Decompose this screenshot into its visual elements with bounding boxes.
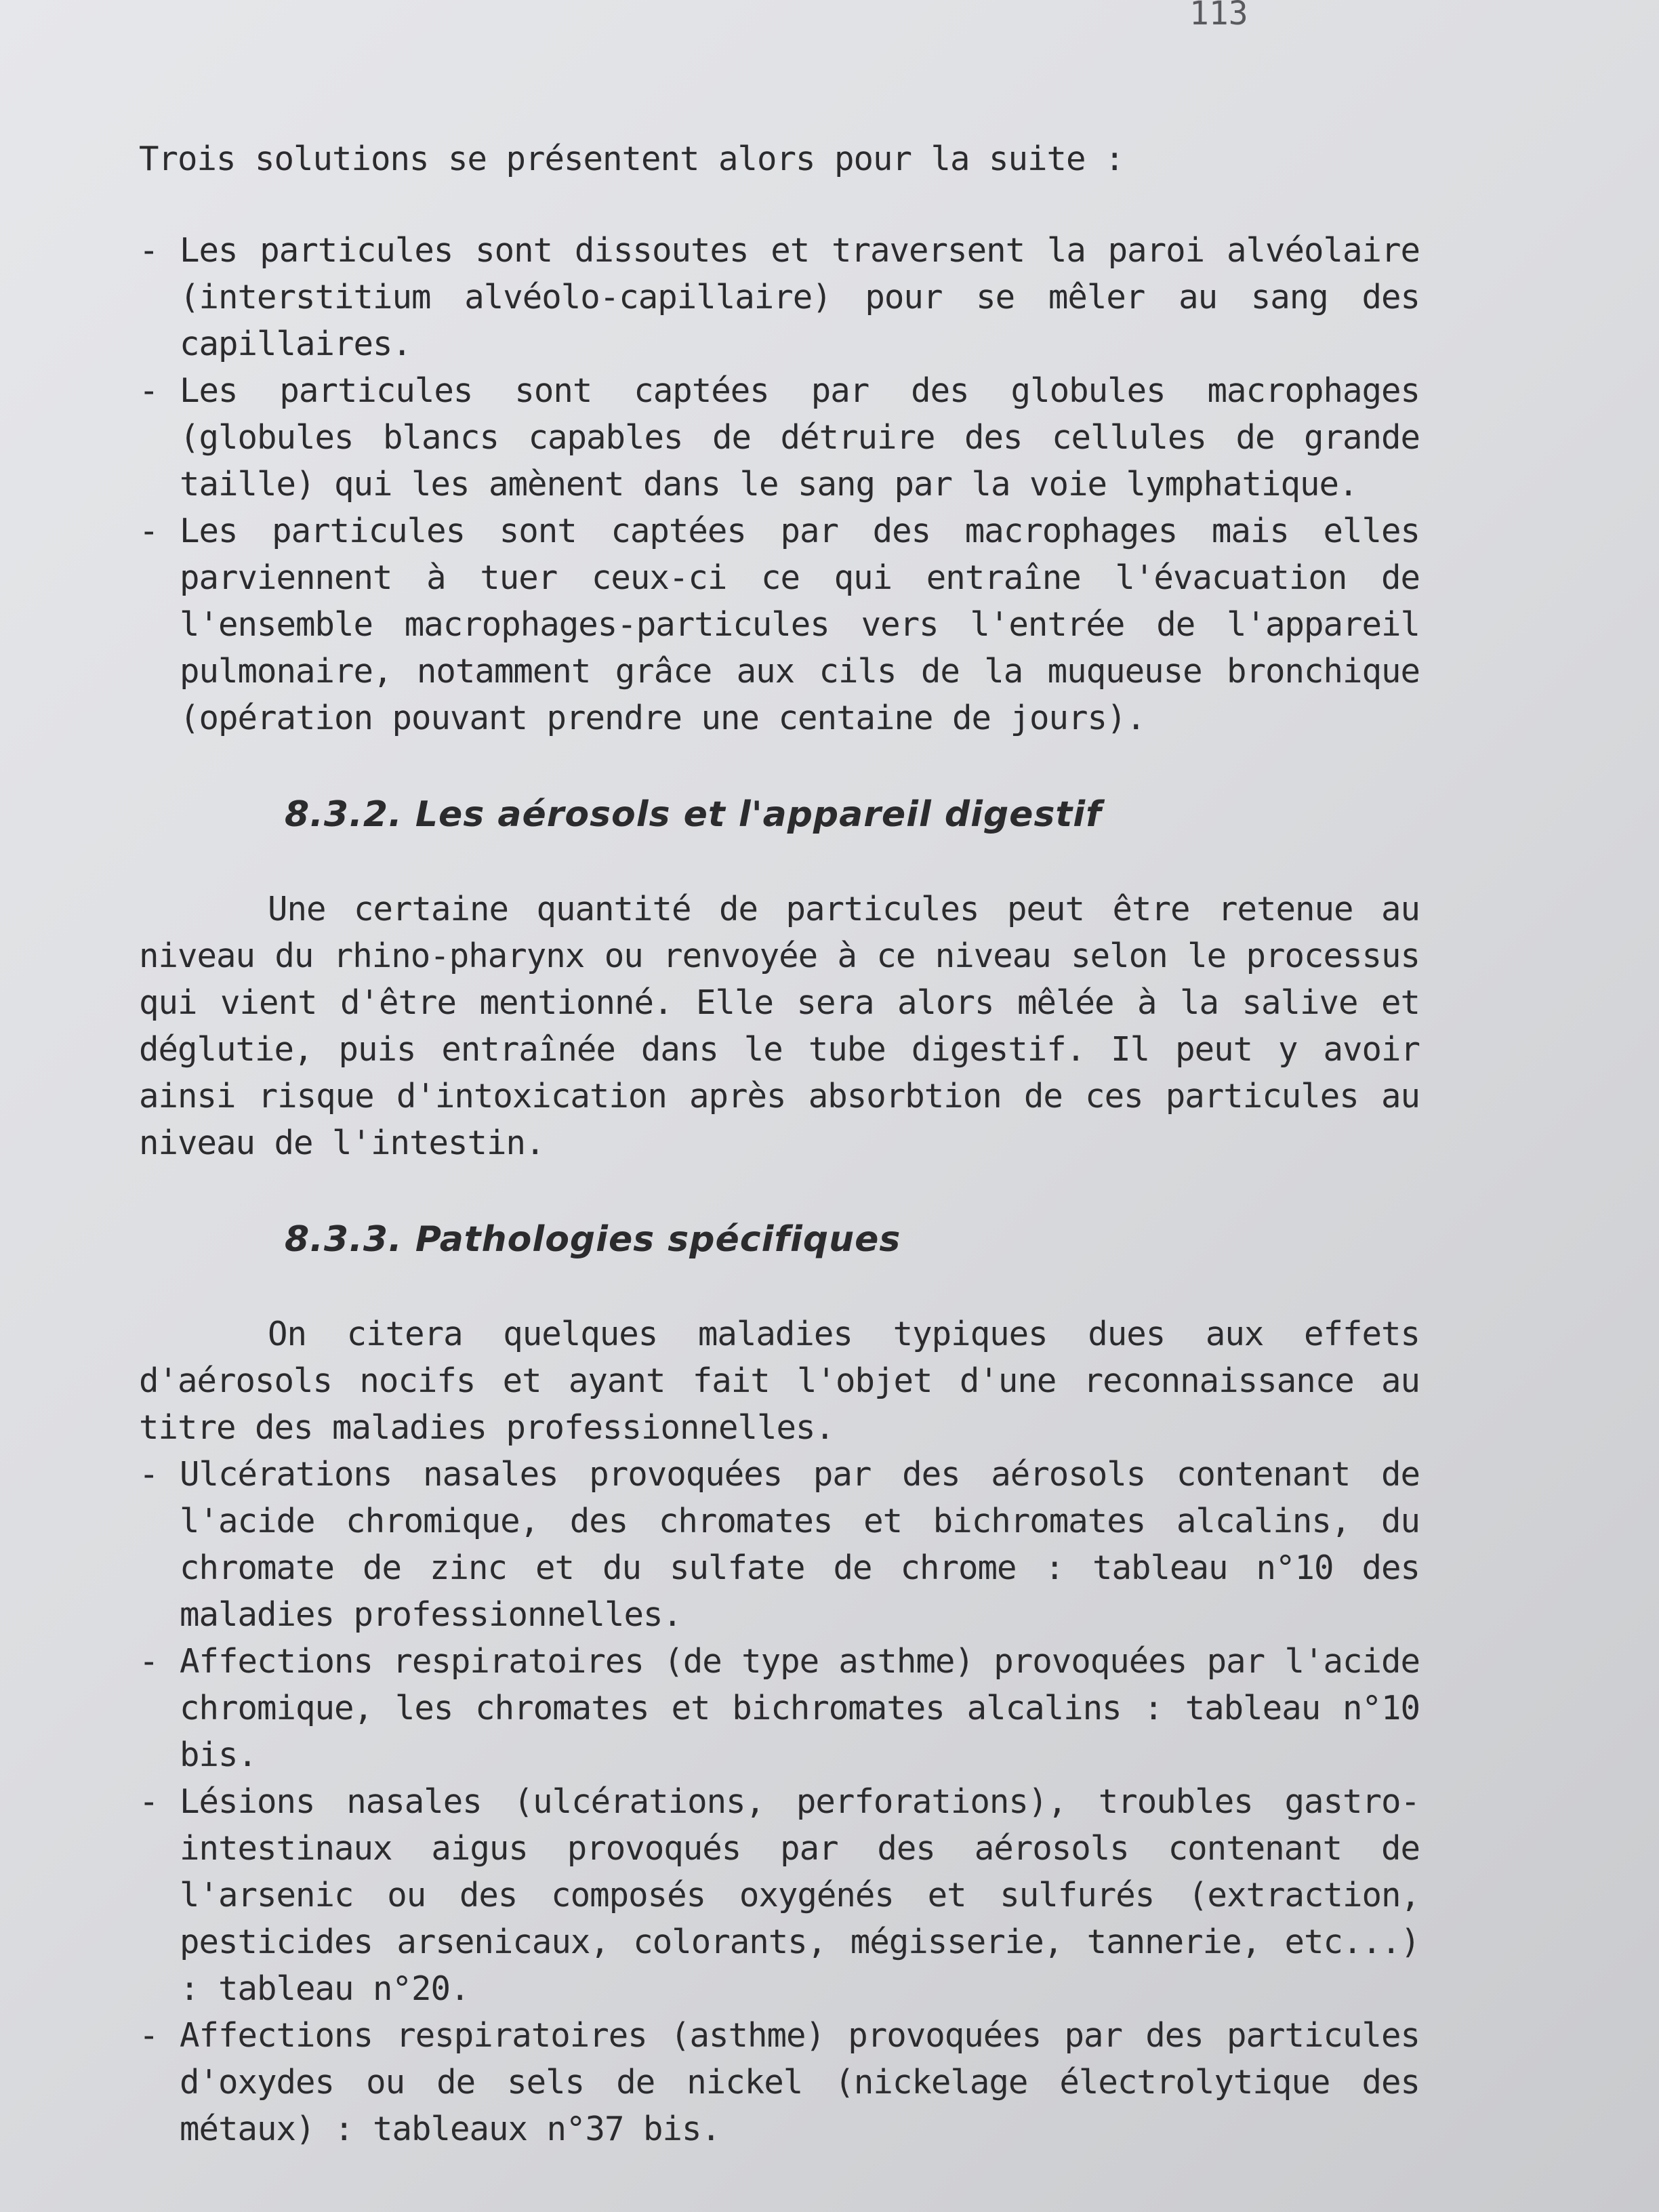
section-heading-8-3-2: 8.3.2. Les aérosols et l'appareil digestif (285, 794, 1102, 835)
list-item: - Affections respiratoires (asthme) provoquées par des particules d'oxydes ou de sels de nickel (nickelage électrolytique des métaux) : tableaux n°37 bis. (139, 2012, 1420, 2152)
list-item: - Affections respiratoires (de type asthme) provoquées par l'acide chromique, les chromates et bichromates alcalins : tableau n°10 bis. (139, 1638, 1420, 1778)
solutions-list (139, 227, 1420, 741)
list-item: - Lésions nasales (ulcérations, perforations), troubles gastro-intestinaux aigus provoqués par des aérosols contenant de l'arsenic ou des composés oxygénés et sulfurés (extraction, pesticides arsenicaux, colorants, mégisserie, tannerie, etc...) : tableau n°20. (139, 1778, 1420, 2012)
list-item: - Les particules sont dissoutes et traversent la paroi alvéolaire (interstitium alvéolo-capillaire) pour se mêler au sang des capillaires. (139, 227, 1420, 367)
intro-lead: Trois solutions se présentent alors pour la suite : (139, 140, 1124, 178)
section-8-3-2-paragraph: Une certaine quantité de particules peut être retenue au niveau du rhino-pharynx ou renvoyée à ce niveau selon le processus qui vient d'être mentionné. Elle sera alors mêlée à la salive et déglutie, puis entraînée dans le tube digestif. Il peut y avoir ainsi risque d'intoxication après absorbtion de ces particules au niveau de l'intestin. (139, 890, 1420, 1162)
page-content (139, 136, 1420, 2152)
section-8-3-3-paragraph: On citera quelques maladies typiques dues aux effets d'aérosols nocifs et ayant fait l'objet d'une reconnaissance au titre des maladies professionnelles. (139, 1315, 1420, 1447)
list-item: - Les particules sont captées par des macrophages mais elles parviennent à tuer ceux-ci ce qui entraîne l'évacuation de l'ensemble macrophages-particules vers l'entrée de l'appareil pulmonaire, notamment grâce aux cils de la muqueuse bronchique (opération pouvant prendre une centaine de jours). (139, 508, 1420, 741)
section-heading-8-3-3: 8.3.3. Pathologies spécifiques (285, 1219, 901, 1260)
list-item: - Les particules sont captées par des globules macrophages (globules blancs capables de détruire des cellules de grande taille) qui les amènent dans le sang par la voie lymphatique. (139, 367, 1420, 508)
list-item: - Ulcérations nasales provoquées par des aérosols contenant de l'acide chromique, des chromates et bichromates alcalins, du chromate de zinc et du sulfate de chrome : tableau n°10 des maladies professionnelles. (139, 1451, 1420, 1638)
page-number: 113 (1189, 0, 1248, 33)
pathologies-list (139, 1451, 1420, 2152)
